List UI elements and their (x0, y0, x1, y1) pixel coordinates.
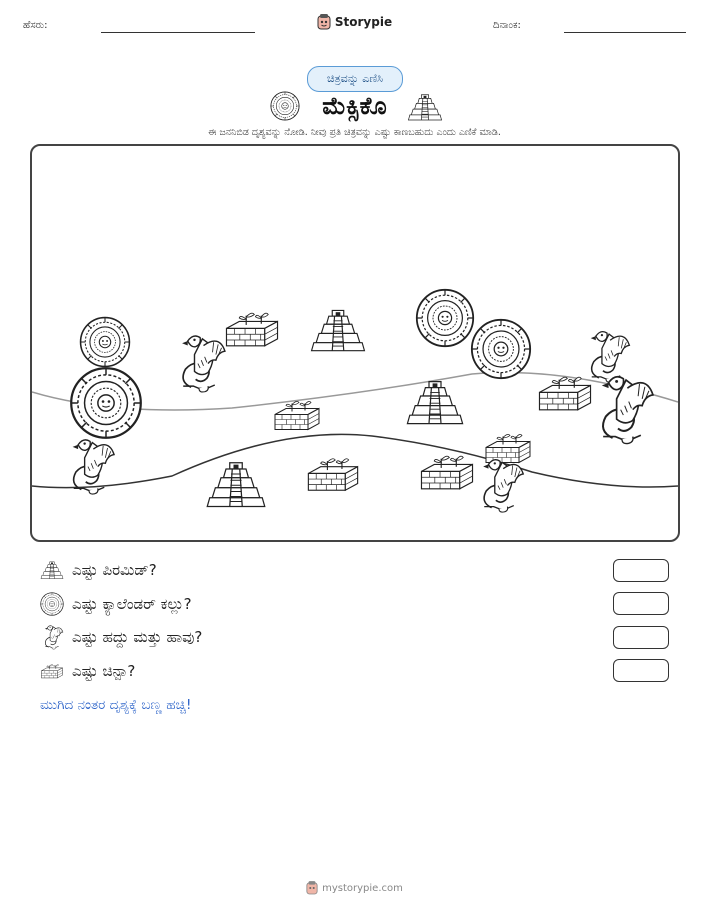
calendar-stone (472, 320, 530, 378)
eagle-snake (602, 377, 653, 444)
page-title: ಮೆಕ್ಸಿಕೊ (322, 92, 387, 120)
storypie-logo-icon (317, 14, 331, 30)
date-field[interactable] (564, 32, 686, 33)
chinampa (539, 377, 590, 410)
chinampa (308, 459, 357, 491)
footer-url: mystorypie.com (322, 882, 403, 894)
answer-box-eagle-snake[interactable] (613, 626, 669, 649)
question-row (40, 656, 135, 686)
scene-illustration (32, 146, 678, 540)
pyramid (407, 382, 462, 424)
chinampa (421, 456, 472, 489)
name-label: ಹೆಸರು: (23, 20, 48, 31)
chinampa-icon (40, 662, 64, 680)
calendar-stone (417, 290, 473, 346)
pyramid-icon (40, 560, 64, 580)
calendar-stone-icon (40, 592, 64, 616)
question-text: ಎಷ್ಟು ಹದ್ದು ಮತ್ತು ಹಾವು? (72, 628, 203, 646)
counting-scene (30, 144, 680, 542)
eagle-snake (182, 336, 225, 392)
brand-name: Storypie (334, 15, 393, 29)
calendar-stone (81, 318, 130, 367)
date-label: ದಿನಾಂಕ: (493, 20, 521, 31)
pyramid (207, 463, 265, 507)
question-row (40, 589, 192, 619)
brand (0, 14, 709, 34)
pyramid-icon (407, 92, 443, 122)
answer-box-calendar-stone[interactable] (613, 592, 669, 615)
chinampa (486, 434, 530, 462)
pyramid (312, 310, 365, 350)
instructions: ಈ ಜನನಿಬಿಡ ದೃಶ್ಯವನ್ನು ನೋಡಿ. ನೀವು ಪ್ರತಿ ಚಿತ್ರವನ್ನು ಎಷ್ಟು ಕಾಣಬಹುದು ಎಂದು ಎಣಿಕೆ ಮಾಡಿ. (208, 127, 501, 138)
eagle-snake (591, 332, 630, 383)
storypie-logo-icon (306, 881, 318, 895)
color-instruction: ಮುಗಿದ ನಂತರ ದೃಶ್ಯಕ್ಕೆ ಬಣ್ಣ ಹಚ್ಚಿ! (40, 697, 192, 713)
answer-box-pyramid[interactable] (613, 559, 669, 582)
footer (0, 880, 709, 899)
badge: ಚಿತ್ರವನ್ನು ಎಣಿಸಿ (307, 66, 403, 92)
calendar-stone (71, 368, 141, 438)
eagle-snake (483, 460, 523, 512)
eagle-snake-icon (40, 624, 64, 650)
question-row (40, 555, 157, 585)
question-text: ಎಷ್ಟು ಪಿರಮಿಡ್? (72, 561, 157, 579)
chinampa (275, 401, 319, 429)
answer-box-chinampa[interactable] (613, 659, 669, 682)
question-row (40, 622, 202, 652)
question-text: ಎಷ್ಟು ಚಿನ್ಪಾ? (72, 662, 136, 680)
question-text: ಎಷ್ಟು ಕ್ಯಾಲೆಂಡರ್ ಕಲ್ಲು? (72, 595, 192, 613)
chinampa (226, 313, 277, 346)
